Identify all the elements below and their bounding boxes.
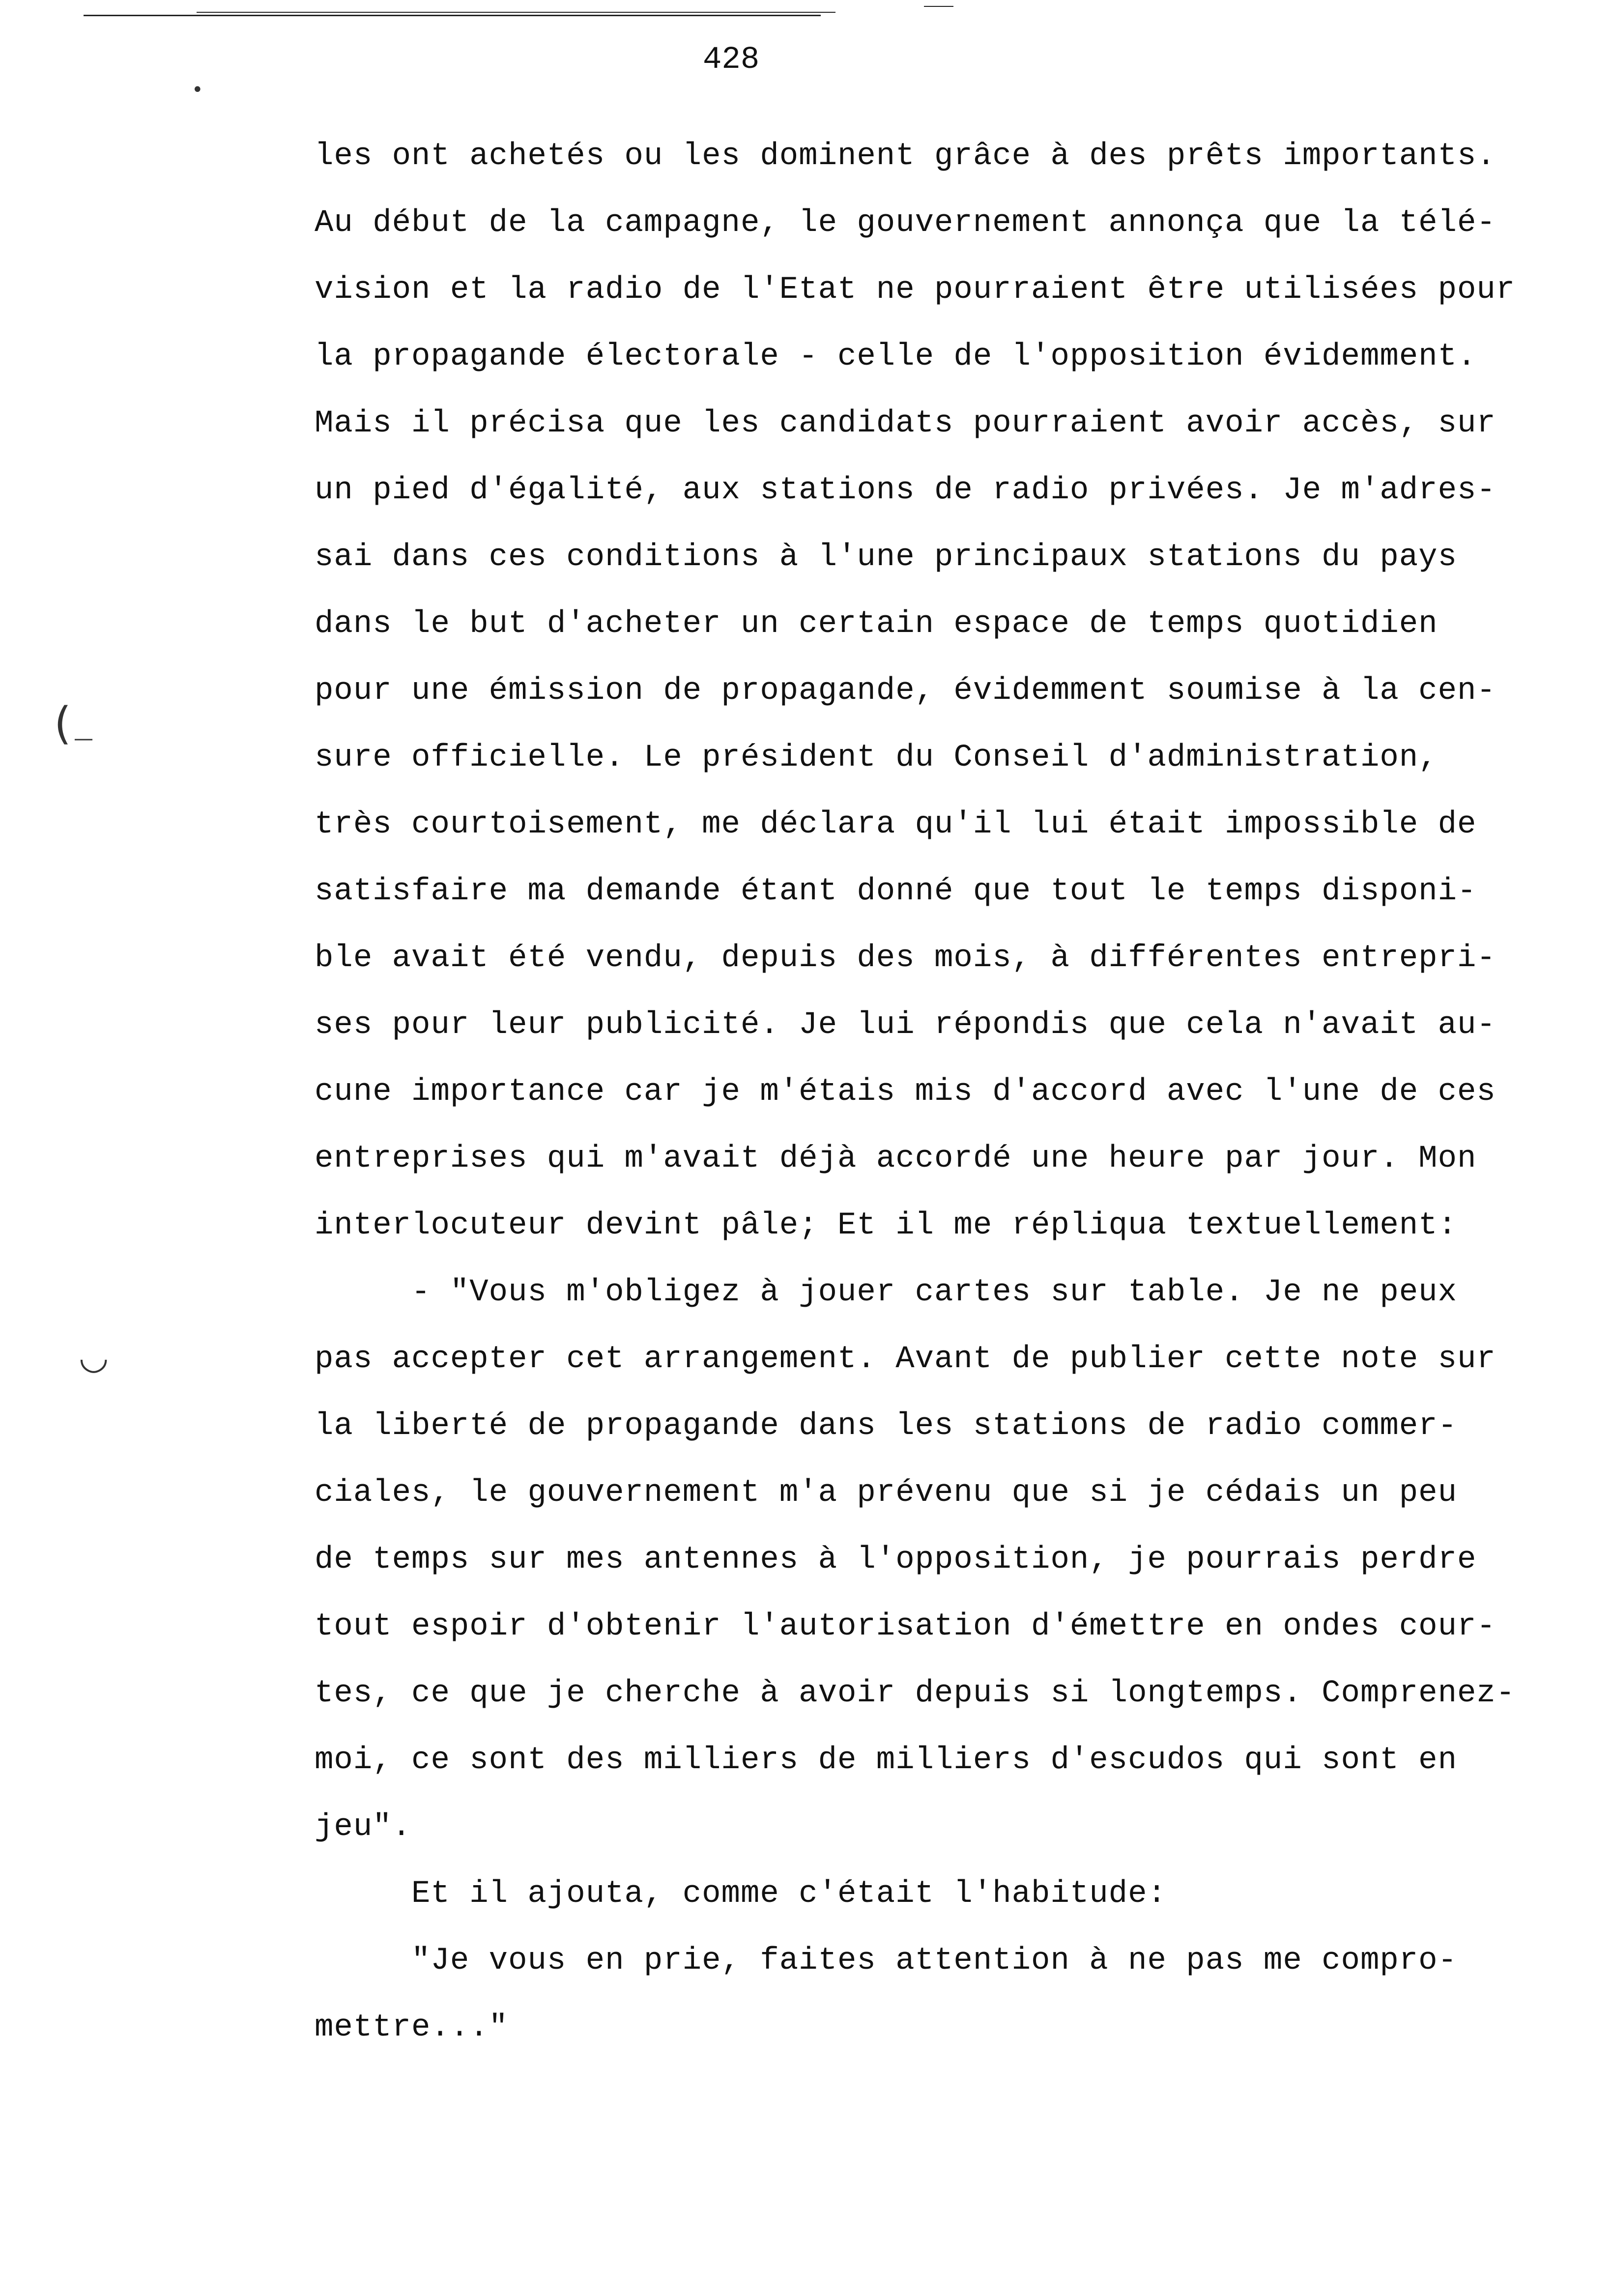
text-line: ses pour leur publicité. Je lui répondis que cela n'avait au- <box>315 1007 1496 1043</box>
text-line: la liberté de propagande dans les stations de radio commer- <box>315 1408 1457 1444</box>
top-rule <box>924 6 953 7</box>
top-rule <box>197 12 835 13</box>
text-line: "Je vous en prie, faites attention à ne pas me compro- <box>315 1943 1457 1979</box>
text-line: Mais il précisa que les candidats pourraient avoir accès, sur <box>315 406 1496 441</box>
text-line: vision et la radio de l'Etat ne pourraient être utilisées pour <box>315 272 1516 308</box>
text-line: sure officielle. Le président du Conseil d'administration, <box>315 740 1438 775</box>
page-number: 428 <box>703 42 760 78</box>
text-line: ble avait été vendu, depuis des mois, à différentes entrepri- <box>315 941 1496 976</box>
text-line: pas accepter cet arrangement. Avant de publier cette note sur <box>315 1342 1496 1377</box>
margin-curve-mark: ◡ <box>79 1337 109 1377</box>
text-line: mettre..." <box>315 2010 509 2045</box>
text-line: satisfaire ma demande étant donné que tout le temps disponi- <box>315 874 1477 909</box>
text-line: très courtoisement, me déclara qu'il lui était impossible de <box>315 807 1477 842</box>
text-line: de temps sur mes antennes à l'opposition, je pourrais perdre <box>315 1542 1477 1578</box>
text-line: cune importance car je m'étais mis d'accord avec l'une de ces <box>315 1074 1496 1110</box>
text-line: - "Vous m'obligez à jouer cartes sur table. Je ne peux <box>315 1275 1457 1310</box>
text-line: un pied d'égalité, aux stations de radio privées. Je m'adres- <box>315 473 1496 508</box>
margin-dot-mark: • <box>192 79 203 101</box>
text-line: la propagande électorale - celle de l'opposition évidemment. <box>315 339 1477 374</box>
text-line: interlocuteur devint pâle; Et il me répliqua textuellement: <box>315 1208 1457 1243</box>
text-line: Au début de la campagne, le gouvernement annonça que la télé- <box>315 205 1496 241</box>
text-line: tes, ce que je cherche à avoir depuis si longtemps. Comprenez- <box>315 1676 1516 1711</box>
text-line: ciales, le gouvernement m'a prévenu que si je cédais un peu <box>315 1475 1457 1511</box>
text-line: entreprises qui m'avait déjà accordé une heure par jour. Mon <box>315 1141 1477 1177</box>
margin-paren-mark: ( <box>54 698 72 749</box>
text-line: les ont achetés ou les dominent grâce à des prêts importants. <box>315 139 1496 174</box>
text-line: dans le but d'acheter un certain espace de temps quotidien <box>315 606 1438 642</box>
margin-dash-mark: — <box>74 727 93 750</box>
text-line: sai dans ces conditions à l'une principaux stations du pays <box>315 540 1457 575</box>
top-rule <box>84 15 821 16</box>
text-line: tout espoir d'obtenir l'autorisation d'émettre en ondes cour- <box>315 1609 1496 1644</box>
text-line: Et il ajouta, comme c'était l'habitude: <box>315 1876 1167 1912</box>
text-line: jeu". <box>315 1809 412 1845</box>
body-text <box>315 123 1573 2061</box>
text-line: pour une émission de propagande, évidemment soumise à la cen- <box>315 673 1496 709</box>
text-line: moi, ce sont des milliers de milliers d'escudos qui sont en <box>315 1743 1457 1778</box>
